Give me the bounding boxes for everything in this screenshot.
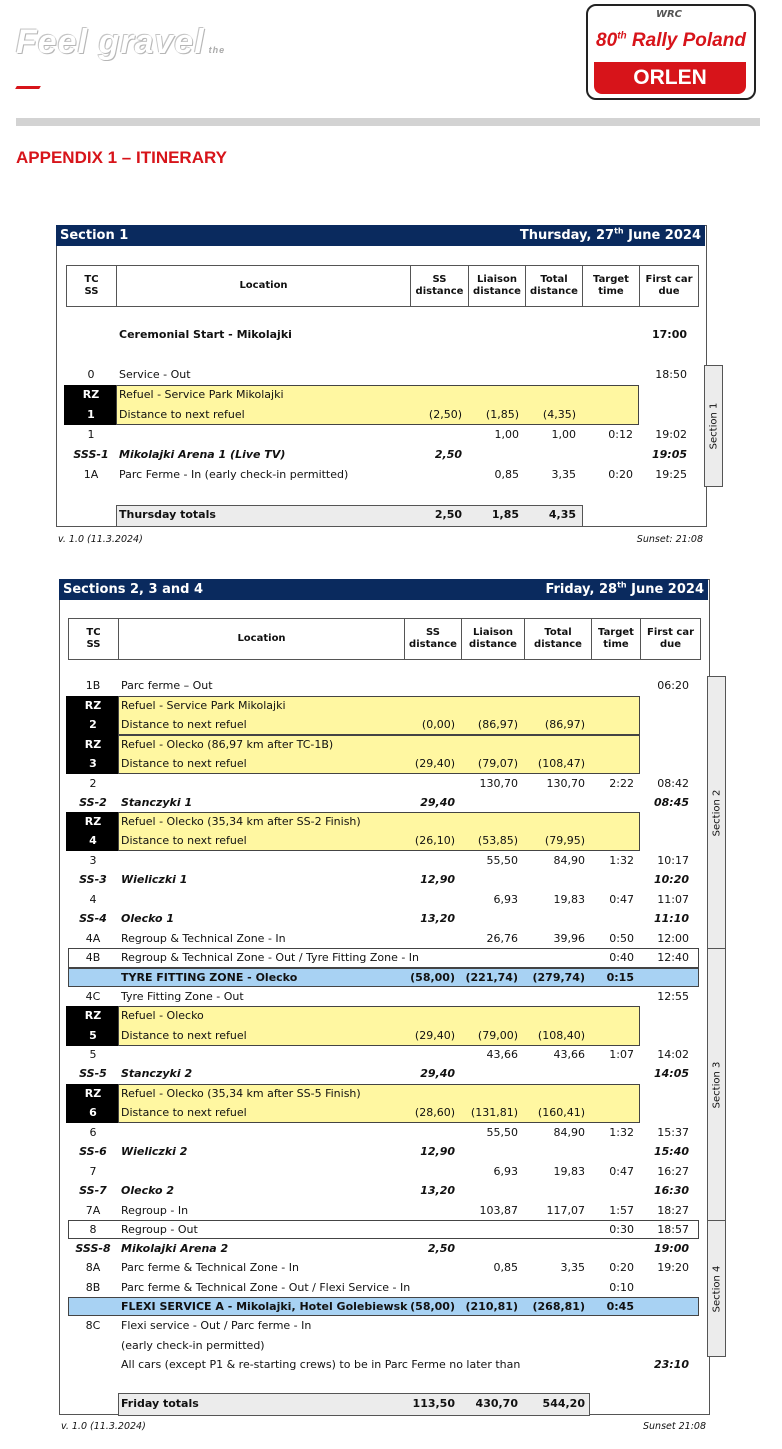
total-distance-cell: 19,83 [553,1165,585,1178]
col-liaison-distance: Liaison distance [462,619,525,659]
t2-column-header [68,618,701,660]
first-car-due-cell: 14:05 [653,1067,689,1080]
liaison-distance-cell: 130,70 [479,777,518,790]
location-cell: Mikolajki Arena 1 (Live TV) [119,448,286,461]
liaison-distance-cell: (86,97) [477,718,518,731]
itinerary-row [0,1123,782,1143]
liaison-distance-cell: (1,85) [485,408,519,421]
ss-distance-cell: (28,60) [414,1106,455,1119]
ss-distance-cell: (58,00) [410,1300,455,1313]
sunset-note: Sunset 21:08 [643,1421,706,1432]
target-time-cell: 0:45 [606,1300,634,1313]
col-location: Location [119,619,405,659]
target-time-cell: 2:22 [609,777,634,790]
itinerary-row [0,1297,782,1317]
itinerary-row [0,831,782,851]
itinerary-row [0,1045,782,1065]
itinerary-row [0,676,782,696]
totals-ss: 113,50 [412,1397,455,1410]
col-location: Location [117,266,411,306]
itinerary-row [0,365,782,385]
itinerary-row [0,754,782,774]
itinerary-row [0,1084,782,1104]
tc-cell: RZ [84,815,102,828]
ss-distance-cell: (2,50) [428,408,462,421]
col-target-time: Target time [583,266,640,306]
liaison-distance-cell: 55,50 [486,854,518,867]
tc-cell: SS-4 [79,912,107,925]
liaison-distance-cell: 43,66 [486,1048,518,1061]
location-cell: Distance to next refuel [121,757,247,770]
location-cell: Refuel - Olecko [121,1009,204,1022]
first-car-due-cell: 15:37 [657,1126,689,1139]
itinerary-row [0,1220,782,1240]
badge-sup: th [617,30,627,42]
total-distance-cell: 117,07 [546,1204,585,1217]
header-divider [16,118,760,126]
total-distance-cell: 3,35 [560,1261,585,1274]
location-cell: Olecko 1 [121,912,175,925]
first-car-due-cell: 08:45 [653,796,689,809]
tc-cell: SS-3 [79,873,107,886]
tc-cell: 0 [87,368,95,381]
liaison-distance-cell: 55,50 [486,1126,518,1139]
target-time-cell: 1:32 [609,1126,634,1139]
tc-cell: 6 [89,1126,97,1139]
itinerary-row [0,890,782,910]
location-cell: FLEXI SERVICE A - Mikolajki, Hotel Golebiewsk [121,1300,408,1313]
section-title: Sections 2, 3 and 4 [63,582,203,597]
location-cell: Stanczyki 2 [121,1067,193,1080]
version-note: v. 1.0 (11.3.2024) [58,534,143,545]
location-cell: Ceremonial Start - Mikolajki [119,328,292,341]
first-car-due-cell: 06:20 [657,679,689,692]
first-car-due-cell: 12:00 [657,932,689,945]
first-car-due-cell: 08:42 [657,777,689,790]
location-cell: (early check-in permitted) [121,1339,265,1352]
ss-distance-cell: 12,90 [420,873,455,886]
itinerary-row [0,696,782,716]
itinerary-row [0,1162,782,1182]
total-distance-cell: 84,90 [553,854,585,867]
itinerary-row [0,851,782,871]
col-ss-distance: SS distance [411,266,469,306]
location-cell: Distance to next refuel [121,834,247,847]
itinerary-row [0,1142,782,1162]
tc-cell: 8A [85,1261,101,1274]
tc-cell: SS-5 [79,1067,107,1080]
location-cell: Regroup & Technical Zone - Out / Tyre Fitting Zone - In [121,951,420,964]
liaison-distance-cell: 26,76 [486,932,518,945]
location-cell: Wieliczki 2 [121,1145,188,1158]
first-car-due-cell: 18:27 [657,1204,689,1217]
totals-label: Friday totals [121,1397,199,1410]
itinerary-row [0,1355,782,1375]
tc-cell: 1 [87,428,95,441]
liaison-distance-cell: (131,81) [470,1106,518,1119]
target-time-cell: 0:20 [608,468,633,481]
itinerary-row [0,793,782,813]
total-distance-cell: (79,95) [544,834,585,847]
itinerary-row [0,1181,782,1201]
first-car-due-cell: 18:57 [657,1223,689,1236]
location-cell: Wieliczki 1 [121,873,188,886]
first-car-due-cell: 11:07 [657,893,689,906]
col-tc-ss: TC SS [67,266,117,306]
target-time-cell: 0:20 [609,1261,634,1274]
badge-rally-name: Rally Poland [631,30,746,51]
total-distance-cell: (4,35) [542,408,576,421]
total-distance-cell: 39,96 [553,932,585,945]
location-cell: Distance to next refuel [121,718,247,731]
ss-distance-cell: 13,20 [420,1184,455,1197]
first-car-due-cell: 12:40 [657,951,689,964]
tc-cell: 5 [89,1029,97,1042]
totals-to: 4,35 [548,508,576,521]
location-cell: Refuel - Olecko (86,97 km after TC-1B) [121,738,334,751]
totals-li: 430,70 [475,1397,518,1410]
total-distance-cell: (86,97) [544,718,585,731]
tc-cell: RZ [84,738,102,751]
total-distance-cell: 1,00 [551,428,576,441]
location-cell: Refuel - Olecko (35,34 km after SS-5 Finish) [121,1087,361,1100]
itinerary-row [0,909,782,929]
date-sup: th [614,226,624,236]
tc-cell: SS-7 [79,1184,107,1197]
section-side-tab [707,676,726,950]
first-car-due-cell: 10:20 [653,873,689,886]
t1-section-bar [56,225,705,246]
first-car-due-cell: 19:02 [655,428,687,441]
rally-poland-badge [586,4,756,100]
tc-cell: RZ [82,388,100,401]
target-time-cell: 0:12 [608,428,633,441]
col-total-distance: Total distance [526,266,583,306]
col-total-distance: Total distance [525,619,592,659]
section-side-label: Section 4 [711,1265,722,1312]
logo-red-stripe [15,86,41,89]
section-side-label: Section 1 [708,402,719,450]
section-side-tab [704,365,723,487]
target-time-cell: 1:57 [609,1204,634,1217]
itinerary-row [0,1258,782,1278]
first-car-due-cell: 15:40 [653,1145,689,1158]
location-cell: Tyre Fitting Zone - Out [121,990,244,1003]
totals-ss: 2,50 [434,508,462,521]
tc-cell: SS-2 [79,796,107,809]
target-time-cell: 0:40 [609,951,634,964]
ss-distance-cell: 2,50 [434,448,462,461]
itinerary-row [0,1103,782,1123]
location-cell: Distance to next refuel [121,1106,247,1119]
liaison-distance-cell: 1,00 [494,428,519,441]
tc-cell: 1B [85,679,101,692]
tc-cell: RZ [84,1009,102,1022]
wrc-logo: WRC [655,9,683,20]
totals-row [0,1393,782,1414]
total-distance-cell: 19,83 [553,893,585,906]
itinerary-row [0,325,782,345]
first-car-due-cell: 19:00 [653,1242,689,1255]
tc-cell: 4A [85,932,101,945]
tc-cell: 4 [89,834,97,847]
date-month: June 2024 [626,582,704,597]
itinerary-row [0,774,782,794]
tc-cell: SSS-8 [75,1242,111,1255]
tc-cell: 2 [89,718,97,731]
target-time-cell: 0:50 [609,932,634,945]
first-car-due-cell: 17:00 [651,328,687,341]
first-car-due-cell: 23:10 [653,1358,689,1371]
tc-cell: 4C [85,990,101,1003]
liaison-distance-cell: (221,74) [465,971,518,984]
section-date [545,579,704,600]
tc-cell: 8 [89,1223,97,1236]
location-cell: Flexi service - Out / Parc ferme - In [121,1319,312,1332]
itinerary-row [0,465,782,485]
section-side-tab [707,1220,726,1357]
section-side-label: Section 2 [711,789,722,837]
itinerary-row [0,1026,782,1046]
tc-cell: 3 [89,854,97,867]
tc-cell: 8C [85,1319,101,1332]
location-cell: Regroup - In [121,1204,189,1217]
tc-cell: 4B [85,951,101,964]
tc-cell: RZ [84,699,102,712]
badge-title [586,30,756,52]
total-distance-cell: 130,70 [546,777,585,790]
liaison-distance-cell: (53,85) [477,834,518,847]
tc-cell: SSS-1 [73,448,109,461]
tc-cell: 5 [89,1048,97,1061]
badge-number: 80 [596,30,618,51]
liaison-distance-cell: (210,81) [465,1300,518,1313]
location-cell: Refuel - Service Park Mikolajki [121,699,286,712]
itinerary-row [0,425,782,445]
itinerary-row [0,968,782,988]
ss-distance-cell: (29,40) [414,1029,455,1042]
target-time-cell: 0:47 [609,893,634,906]
date-month: June 2024 [623,228,701,243]
ss-distance-cell: (29,40) [414,757,455,770]
first-car-due-cell: 12:55 [657,990,689,1003]
first-car-due-cell: 16:30 [653,1184,689,1197]
feel-the-gravel-logo [16,23,226,64]
ss-distance-cell: (0,00) [421,718,455,731]
tc-cell: SS-6 [79,1145,107,1158]
location-cell: Parc ferme & Technical Zone - Out / Flexi Service - In [121,1281,411,1294]
first-car-due-cell: 10:17 [657,854,689,867]
orlen-banner: ORLEN [594,62,746,94]
first-car-due-cell: 16:27 [657,1165,689,1178]
target-time-cell: 1:07 [609,1048,634,1061]
ss-distance-cell: 29,40 [420,796,455,809]
tc-cell: 7A [85,1204,101,1217]
location-cell: TYRE FITTING ZONE - Olecko [121,971,298,984]
total-distance-cell: (268,81) [532,1300,585,1313]
tc-cell: 7 [89,1165,97,1178]
liaison-distance-cell: 0,85 [494,468,519,481]
itinerary-row [0,948,782,968]
tc-cell: 1A [83,468,99,481]
version-note: v. 1.0 (11.3.2024) [61,1421,146,1432]
location-cell: Refuel - Service Park Mikolajki [119,388,284,401]
location-cell: Service - Out [119,368,191,381]
location-cell: Refuel - Olecko (35,34 km after SS-2 Finish) [121,815,361,828]
date-text: Friday, 28 [545,582,618,597]
liaison-distance-cell: 6,93 [493,893,518,906]
itinerary-row [0,1201,782,1221]
totals-label: Thursday totals [119,508,216,521]
section-side-label: Section 3 [711,1061,722,1109]
t2-section-bar [59,579,708,600]
itinerary-row [0,405,782,425]
location-cell: Parc ferme – Out [121,679,213,692]
tc-cell: 3 [89,757,97,770]
itinerary-row [0,1064,782,1084]
ss-distance-cell: 12,90 [420,1145,455,1158]
liaison-distance-cell: 0,85 [493,1261,518,1274]
section-date [520,225,701,246]
target-time-cell: 0:15 [606,971,634,984]
total-distance-cell: (108,40) [537,1029,585,1042]
col-first-car-due: First car due [646,627,694,650]
ss-distance-cell: (58,00) [410,971,455,984]
total-distance-cell: 3,35 [551,468,576,481]
location-cell: Parc ferme & Technical Zone - In [121,1261,299,1274]
logo-small-text: the [208,45,226,55]
tc-cell: 2 [89,777,97,790]
col-tc-ss: TC SS [69,619,119,659]
col-liaison-distance: Liaison distance [469,266,526,306]
location-cell: Olecko 2 [121,1184,175,1197]
col-target-time: Target time [592,619,641,659]
ss-distance-cell: 29,40 [420,1067,455,1080]
first-car-due-cell: 18:50 [655,368,687,381]
section-title: Section 1 [60,228,129,243]
itinerary-row [0,987,782,1007]
total-distance-cell: 43,66 [553,1048,585,1061]
itinerary-row [0,870,782,890]
first-car-due-cell: 11:10 [653,912,689,925]
itinerary-row [0,1316,782,1336]
location-cell: Distance to next refuel [121,1029,247,1042]
itinerary-row [0,1239,782,1259]
itinerary-row [0,715,782,735]
location-cell: Regroup & Technical Zone - In [121,932,286,945]
first-car-due-cell: 19:25 [655,468,687,481]
ss-distance-cell: (26,10) [414,834,455,847]
totals-to: 544,20 [542,1397,585,1410]
section-side-tab [707,948,726,1222]
first-car-due-cell: 19:05 [651,448,687,461]
location-cell: Mikolajki Arena 2 [121,1242,229,1255]
target-time-cell: 0:47 [609,1165,634,1178]
itinerary-row [0,735,782,755]
itinerary-row [0,1278,782,1298]
date-sup: th [617,580,627,590]
itinerary-row [0,1336,782,1356]
total-distance-cell: (160,41) [537,1106,585,1119]
logo-text: Feel gravel [16,23,205,61]
tc-cell: 6 [89,1106,97,1119]
liaison-distance-cell: (79,00) [477,1029,518,1042]
liaison-distance-cell: (79,07) [477,757,518,770]
liaison-distance-cell: 6,93 [493,1165,518,1178]
itinerary-row [0,445,782,465]
location-cell: All cars (except P1 & re-starting crews) to be in Parc Ferme no later than [121,1358,521,1371]
sunset-note: Sunset: 21:08 [636,534,703,545]
totals-row [0,505,782,525]
col-first-car-due: First car due [645,274,693,297]
itinerary-row [0,1006,782,1026]
tc-cell: RZ [84,1087,102,1100]
tc-cell: 4 [89,893,97,906]
date-text: Thursday, 27 [519,228,615,243]
itinerary-row [0,929,782,949]
location-cell: Parc Ferme - In (early check-in permitted) [119,468,349,481]
liaison-distance-cell: 103,87 [479,1204,518,1217]
target-time-cell: 1:32 [609,854,634,867]
target-time-cell: 0:10 [609,1281,634,1294]
target-time-cell: 0:30 [609,1223,634,1236]
itinerary-row [0,385,782,405]
totals-li: 1,85 [491,508,519,521]
tc-cell: 1 [87,408,95,421]
total-distance-cell: 84,90 [553,1126,585,1139]
total-distance-cell: (108,47) [537,757,585,770]
tc-cell: 8B [85,1281,101,1294]
first-car-due-cell: 14:02 [657,1048,689,1061]
ss-distance-cell: 13,20 [420,912,455,925]
col-ss-distance: SS distance [405,619,462,659]
location-cell: Regroup - Out [121,1223,198,1236]
location-cell: Stanczyki 1 [121,796,193,809]
itinerary-row [0,812,782,832]
total-distance-cell: (279,74) [532,971,585,984]
t1-column-header [66,265,699,307]
appendix-title: APPENDIX 1 – ITINERARY [16,148,227,167]
ss-distance-cell: 2,50 [427,1242,455,1255]
first-car-due-cell: 19:20 [657,1261,689,1274]
location-cell: Distance to next refuel [119,408,245,421]
